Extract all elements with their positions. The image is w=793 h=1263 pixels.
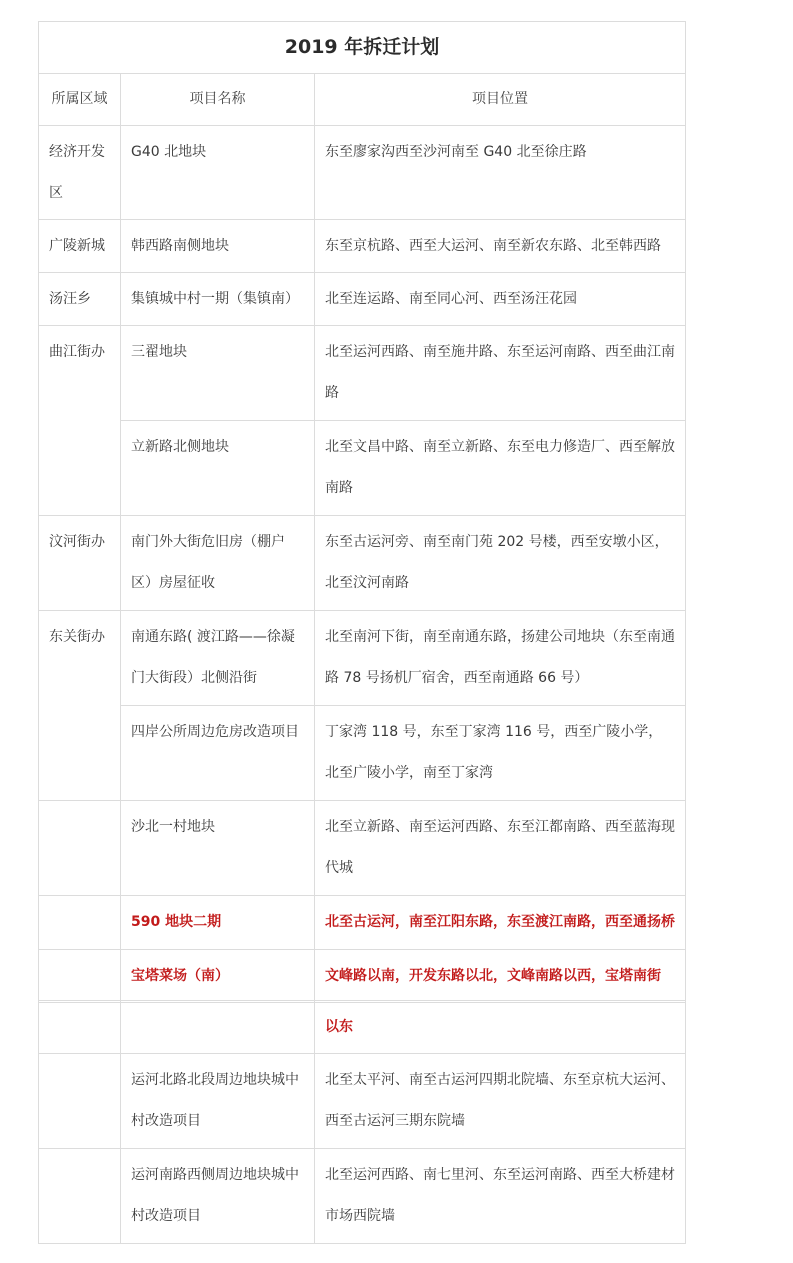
cell-location: 东至古运河旁、南至南门苑 202 号楼，西至安墩小区，北至汶河南路 [315,516,686,611]
cell-area: 汤汪乡 [39,273,121,326]
cell-location: 北至南河下街，南至南通东路，扬建公司地块（东至南通路 78 号扬机厂宿舍，西至南通路 66 号） [315,611,686,706]
table-row [39,220,686,273]
cell-location: 北至连运路、南至同心河、西至汤汪花园 [315,273,686,326]
cell-location: 北至运河西路、南七里河、东至运河南路、西至大桥建材市场西院墙 [315,1149,686,1244]
cell-area: 曲江街办 [39,326,121,516]
cell-area [39,1054,121,1149]
cell-area [39,1001,121,1054]
cell-area: 东关街办 [39,611,121,801]
table-row [39,273,686,326]
cell-location: 北至立新路、南至运河西路、东至江都南路、西至蓝海现代城 [315,801,686,896]
header-name: 项目名称 [121,74,315,126]
cell-area [39,896,121,950]
cell-location: 北至运河西路、南至施井路、东至运河南路、西至曲江南路 [315,326,686,421]
cell-area [39,801,121,896]
demolition-plan-table-top [38,21,686,1003]
table-row [39,706,686,801]
header-area: 所属区域 [39,74,121,126]
cell-location: 东至廖家沟西至沙河南至 G40 北至徐庄路 [315,126,686,220]
cell-location: 北至古运河，南至江阳东路，东至渡江南路，西至通扬桥 [315,896,686,950]
cell-area [39,950,121,1003]
cell-name: G40 北地块 [121,126,315,220]
cell-area: 经济开发区 [39,126,121,220]
cell-name: 南门外大街危旧房（棚户区）房屋征收 [121,516,315,611]
cell-name: 590 地块二期 [121,896,315,950]
cell-area [39,1149,121,1244]
cell-name: 三翟地块 [121,326,315,421]
cell-location: 文峰路以南，开发东路以北，文峰南路以西，宝塔南街 [315,950,686,1003]
cell-location: 以东 [315,1001,686,1054]
table-title: 2019 年拆迁计划 [39,22,686,74]
cell-name: 四岸公所周边危房改造项目 [121,706,315,801]
table-row [39,421,686,516]
table-row [39,611,686,706]
table-row [39,126,686,220]
cell-name: 宝塔菜场（南） [121,950,315,1003]
cell-area: 广陵新城 [39,220,121,273]
table-row-highlighted [39,896,686,950]
cell-area: 汶河街办 [39,516,121,611]
cell-location: 北至文昌中路、南至立新路、东至电力修造厂、西至解放南路 [315,421,686,516]
cell-name: 韩西路南侧地块 [121,220,315,273]
table-row-highlighted [39,950,686,1003]
cell-location: 丁家湾 118 号，东至丁家湾 116 号，西至广陵小学，北至广陵小学，南至丁家湾 [315,706,686,801]
table-row [39,1054,686,1149]
cell-name: 立新路北侧地块 [121,421,315,516]
cell-name [121,1001,315,1054]
cell-name: 运河北路北段周边地块城中村改造项目 [121,1054,315,1149]
cell-name: 南通东路( 渡江路——徐凝门大街段）北侧沿街 [121,611,315,706]
cell-name: 运河南路西侧周边地块城中村改造项目 [121,1149,315,1244]
cell-name: 沙北一村地块 [121,801,315,896]
cell-location: 北至太平河、南至古运河四期北院墙、东至京杭大运河、西至古运河三期东院墙 [315,1054,686,1149]
table-row [39,801,686,896]
table-row [39,326,686,421]
table-row [39,516,686,611]
cell-name: 集镇城中村一期（集镇南） [121,273,315,326]
header-location: 项目位置 [315,74,686,126]
table-row [39,1149,686,1244]
cell-location: 东至京杭路、西至大运河、南至新农东路、北至韩西路 [315,220,686,273]
demolition-plan-table-bottom [38,1000,686,1244]
table-row-highlighted [39,1001,686,1054]
